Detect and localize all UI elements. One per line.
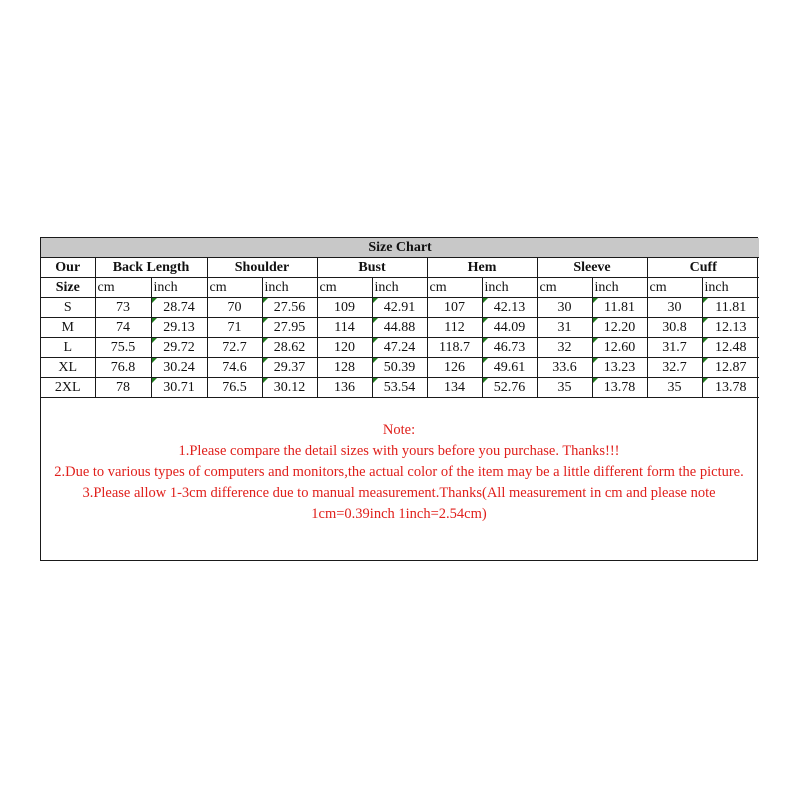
table-cell: 107 bbox=[427, 298, 482, 318]
table-cell: 74.6 bbox=[207, 358, 262, 378]
table-cell: 28.74 bbox=[151, 298, 207, 318]
table-cell: 33.6 bbox=[537, 358, 592, 378]
table-cell: 32.7 bbox=[647, 358, 702, 378]
table-cell: 128 bbox=[317, 358, 372, 378]
table-cell: 44.88 bbox=[372, 318, 427, 338]
size-chart-table bbox=[41, 238, 759, 398]
table-cell: 32 bbox=[537, 338, 592, 358]
table-cell: 71 bbox=[207, 318, 262, 338]
unit-label: inch bbox=[372, 278, 427, 298]
table-cell: 76.8 bbox=[95, 358, 151, 378]
unit-label: inch bbox=[262, 278, 317, 298]
unit-label: inch bbox=[151, 278, 207, 298]
size-label: M bbox=[41, 318, 95, 338]
table-row bbox=[41, 358, 759, 378]
table-cell: 12.48 bbox=[702, 338, 759, 358]
table-cell: 12.13 bbox=[702, 318, 759, 338]
table-cell: 42.13 bbox=[482, 298, 537, 318]
unit-label: cm bbox=[317, 278, 372, 298]
table-cell: 35 bbox=[537, 378, 592, 398]
table-cell: 30.12 bbox=[262, 378, 317, 398]
table-cell: 12.87 bbox=[702, 358, 759, 378]
table-cell: 109 bbox=[317, 298, 372, 318]
measurement-header: Sleeve bbox=[537, 258, 647, 278]
size-label: XL bbox=[41, 358, 95, 378]
table-row bbox=[41, 298, 759, 318]
table-cell: 30.8 bbox=[647, 318, 702, 338]
table-cell: 42.91 bbox=[372, 298, 427, 318]
table-cell: 31.7 bbox=[647, 338, 702, 358]
table-cell: 30.24 bbox=[151, 358, 207, 378]
table-cell: 52.76 bbox=[482, 378, 537, 398]
table-cell: 27.95 bbox=[262, 318, 317, 338]
table-cell: 73 bbox=[95, 298, 151, 318]
unit-label: cm bbox=[647, 278, 702, 298]
unit-label: inch bbox=[592, 278, 647, 298]
table-cell: 30 bbox=[647, 298, 702, 318]
table-cell: 11.81 bbox=[592, 298, 647, 318]
table-cell: 114 bbox=[317, 318, 372, 338]
size-header-top: Our bbox=[41, 258, 95, 278]
title-row bbox=[41, 238, 759, 258]
size-label: L bbox=[41, 338, 95, 358]
measurement-header: Hem bbox=[427, 258, 537, 278]
table-cell: 70 bbox=[207, 298, 262, 318]
table-cell: 126 bbox=[427, 358, 482, 378]
unit-label: inch bbox=[482, 278, 537, 298]
table-cell: 75.5 bbox=[95, 338, 151, 358]
table-cell: 28.62 bbox=[262, 338, 317, 358]
notes-section bbox=[41, 406, 757, 525]
table-row bbox=[41, 318, 759, 338]
unit-label: cm bbox=[427, 278, 482, 298]
table-cell: 78 bbox=[95, 378, 151, 398]
size-chart-frame bbox=[40, 237, 758, 561]
table-cell: 35 bbox=[647, 378, 702, 398]
table-row bbox=[41, 378, 759, 398]
table-cell: 136 bbox=[317, 378, 372, 398]
table-cell: 44.09 bbox=[482, 318, 537, 338]
table-cell: 112 bbox=[427, 318, 482, 338]
table-cell: 118.7 bbox=[427, 338, 482, 358]
table-cell: 27.56 bbox=[262, 298, 317, 318]
unit-label: inch bbox=[702, 278, 759, 298]
table-cell: 12.20 bbox=[592, 318, 647, 338]
table-cell: 47.24 bbox=[372, 338, 427, 358]
table-cell: 31 bbox=[537, 318, 592, 338]
table-cell: 120 bbox=[317, 338, 372, 358]
header-row bbox=[41, 258, 759, 278]
measurement-header: Cuff bbox=[647, 258, 759, 278]
table-cell: 72.7 bbox=[207, 338, 262, 358]
unit-label: cm bbox=[537, 278, 592, 298]
table-cell: 30 bbox=[537, 298, 592, 318]
table-cell: 49.61 bbox=[482, 358, 537, 378]
table-cell: 12.60 bbox=[592, 338, 647, 358]
note-heading: Note: bbox=[382, 422, 416, 438]
unit-label: cm bbox=[95, 278, 151, 298]
table-cell: 13.78 bbox=[592, 378, 647, 398]
table-cell: 13.23 bbox=[592, 358, 647, 378]
table-cell: 134 bbox=[427, 378, 482, 398]
table-cell: 74 bbox=[95, 318, 151, 338]
note-line-1: 1.Please compare the detail sizes with yours before you purchase. Thanks!!! bbox=[178, 443, 620, 459]
note-line-2: 2.Due to various types of computers and monitors,the actual color of the item may be a little different form the picture. bbox=[54, 464, 744, 480]
table-cell: 50.39 bbox=[372, 358, 427, 378]
table-cell: 30.71 bbox=[151, 378, 207, 398]
measurement-header: Bust bbox=[317, 258, 427, 278]
measurement-header: Shoulder bbox=[207, 258, 317, 278]
table-cell: 76.5 bbox=[207, 378, 262, 398]
unit-label: cm bbox=[207, 278, 262, 298]
table-cell: 11.81 bbox=[702, 298, 759, 318]
table-cell: 29.37 bbox=[262, 358, 317, 378]
size-label: S bbox=[41, 298, 95, 318]
table-cell: 29.72 bbox=[151, 338, 207, 358]
size-label: 2XL bbox=[41, 378, 95, 398]
table-cell: 46.73 bbox=[482, 338, 537, 358]
table-cell: 13.78 bbox=[702, 378, 759, 398]
table-cell: 29.13 bbox=[151, 318, 207, 338]
size-header-bottom: Size bbox=[41, 278, 95, 298]
table-row bbox=[41, 338, 759, 358]
unit-row bbox=[41, 278, 759, 298]
table-title: Size Chart bbox=[41, 238, 759, 258]
measurement-header: Back Length bbox=[95, 258, 207, 278]
table-cell: 53.54 bbox=[372, 378, 427, 398]
note-line-3: 3.Please allow 1-3cm difference due to manual measurement.Thanks(All measurement in cm and please note 1cm=0.39inch 1inch=2.54cm) bbox=[82, 485, 716, 522]
